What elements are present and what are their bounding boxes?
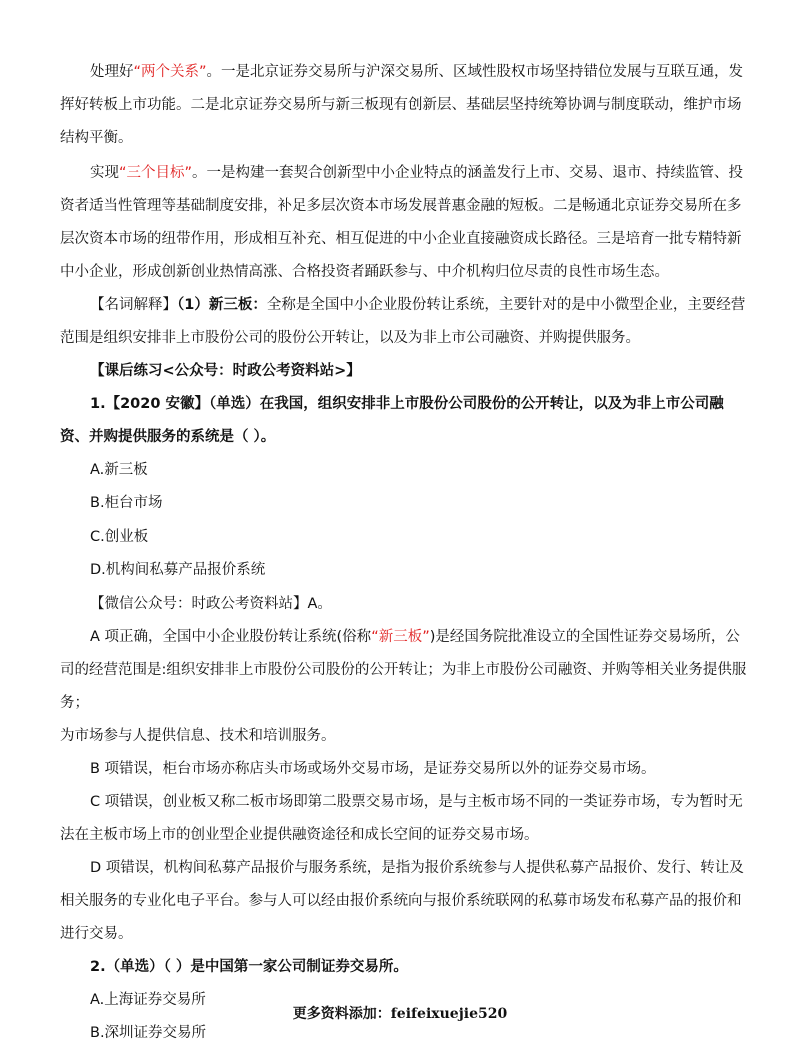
term-name: （1）新三板： xyxy=(177,297,267,313)
term-lead: 【名词解释】 xyxy=(90,297,177,313)
question-2-stem: 2.（单选）（ ）是中国第一家公司制证券交易所。 xyxy=(90,959,408,976)
question-1-option-c: C.创业板 xyxy=(90,528,149,545)
question-1-option-b: B.柜台市场 xyxy=(90,495,163,512)
footer-note: 更多资料添加：feifeixuejie520 xyxy=(292,1006,508,1022)
term-body: 全称是全国中小企业股份转让系统，主要针对的是中小微型企业，主要经营范围是组织安排非上市股份公司的股份公开转让，以及为非上市公司融资、并购提供服务。 xyxy=(60,297,746,346)
paragraph-term-definition xyxy=(60,289,750,355)
paragraph-two-relations xyxy=(60,56,750,155)
question-1-option-a: A.新三板 xyxy=(90,462,148,478)
text: A 项正确，全国中小企业股份转让系统(俗称 xyxy=(90,629,372,646)
explanation-d: D 项错误，机构间私募产品报价与服务系统，是指为报价系统参与人提供私募产品报价、发行、转让及相关服务的专业化电子平台。参与人可以经由报价系统向与报价系统联网的私募市场发布私募产品的报价和进行交易。 xyxy=(60,860,744,943)
text: 处理好 xyxy=(90,64,134,80)
highlight-text: “两个关系” xyxy=(133,64,207,80)
text: 。一是北京证券交易所与沪深交易所、区域性股权市场坚持错位发展与互联互通，发挥好转板上市功能。二是北京证券交易所与新三板现有创新层、基础层坚持统筹协调与制度联动，维护市场结构平衡。 xyxy=(60,64,744,146)
text: 。一是构建一套契合创新型中小企业特点的涵盖发行上市、交易、退市、持续监管、投资者适当性管理等基础制度安排，补足多层次资本市场发展普惠金融的短板。二是畅通北京证券交易所在多层次资本市场的纽带作用，形成相互补充、相互促进的中小企业直接融资成长路径。三是培育一批专精特新中小企业，形成创新创业热情高涨、合格投资者踊跃参与、中介机构归位尽责的良性市场生态。 xyxy=(60,165,744,280)
exercise-heading: 【课后练习<公众号：时政公考资料站>】 xyxy=(90,363,361,379)
highlight-text: “三个目标” xyxy=(119,165,193,181)
document-body xyxy=(60,56,750,1051)
explanation-a xyxy=(60,621,750,753)
question-2-option-b: B.深圳证券交易所 xyxy=(90,1025,207,1042)
question-2-option-a: A.上海证券交易所 xyxy=(90,992,206,1009)
explanation-b: B 项错误，柜台市场亦称店头市场或场外交易市场，是证券交易所以外的证券交易市场。 xyxy=(90,761,656,778)
explanation-c: C 项错误，创业板又称二板市场即第二股票交易市场，是与主板市场不同的一类证券市场，专为暂时无法在主板市场上市的创业型企业提供融资途径和成长空间的证券交易市场。 xyxy=(60,794,743,844)
text: 为市场参与人提供信息、技术和培训服务。 xyxy=(60,728,336,745)
question-1-stem: 1.【2020 安徽】（单选）在我国，组织安排非上市股份公司股份的公开转让，以及为非上市公司融资、并购提供服务的系统是（ ）。 xyxy=(60,396,724,445)
text: 实现 xyxy=(90,165,119,181)
question-1-option-d: D.机构间私募产品报价系统 xyxy=(90,562,266,579)
paragraph-three-goals xyxy=(60,157,750,289)
question-1-answer: 【微信公众号：时政公考资料站】A。 xyxy=(90,595,332,612)
text: )是经国务院批准设立的全国性证券交易场所，公司的经营范围是:组织安排非上市股份公司股份的公开转让；为非上市股份公司融资、并购等相关业务提供服务； xyxy=(60,629,747,712)
highlight-text: “新三板” xyxy=(371,629,430,646)
